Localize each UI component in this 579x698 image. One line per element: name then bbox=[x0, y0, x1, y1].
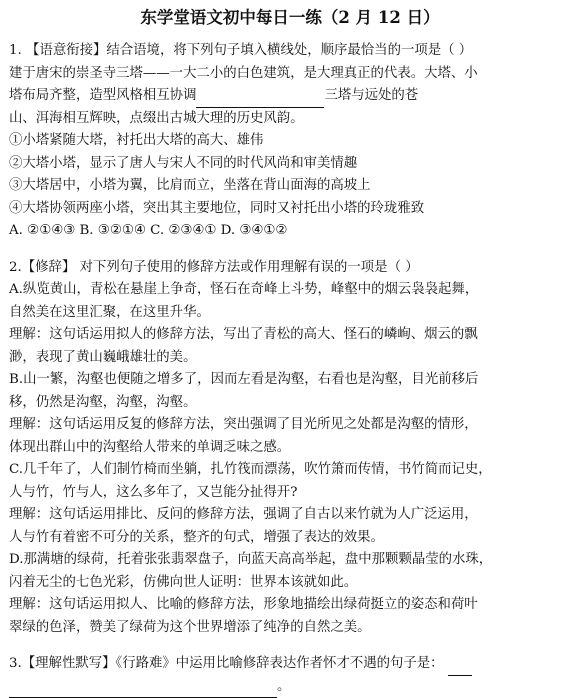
spacer bbox=[9, 639, 571, 653]
q2-explanation-c: 理解：这句话运用排比、反问的修辞方法，强调了自古以来竹就为人广泛运用， bbox=[9, 504, 571, 527]
q2-explanation-d: 翠绿的色泽，赞美了绿荷为这个世界增添了纯净的自然之美。 bbox=[9, 617, 571, 640]
page-title: 东学堂语文初中每日一练（2 月 12 日） bbox=[9, 6, 571, 30]
q2-option-c: C.几千年了，人们制竹椅而坐躺，扎竹筏而漂荡，吹竹箫而传情，书竹简而记史， bbox=[9, 459, 571, 482]
question-1 bbox=[9, 40, 571, 243]
q2-stem: 2.【修辞】 对下列句子使用的修辞方法或作用理解有误的一项是（ ） bbox=[9, 257, 571, 280]
q2-option-d: 闪着无尘的七色光彩，仿佛向世人证明：世界本该就如此。 bbox=[9, 572, 571, 595]
question-3 bbox=[9, 653, 571, 698]
q2-explanation-a: 理解：这句话运用拟人的修辞方法，写出了青松的高大、怪石的嶙峋、烟云的飘 bbox=[9, 324, 571, 347]
q1-stem: 1. 【语意衔接】结合语境，将下列句子填入横线处，顺序最恰当的一项是（ ） bbox=[9, 40, 571, 63]
q2-explanation-c: 人与竹有着密不可分的关系，整齐的句式，增强了表达的效果。 bbox=[9, 527, 571, 550]
q1-choices: A. ②①④③ B. ③②①④ C. ②③④① D. ③④①② bbox=[9, 220, 571, 243]
q1-option: ④大塔协领两座小塔，突出其主要地位，同时又衬托出小塔的玲珑雅致 bbox=[9, 198, 571, 221]
q1-passage-text: 三塔与远处的苍 bbox=[324, 88, 418, 103]
q1-passage-line: 建于唐宋的崇圣寺三塔——一大二小的白色建筑，是大理真正的代表。大塔、小 bbox=[9, 63, 571, 86]
q3-stem-line bbox=[9, 653, 571, 676]
q2-option-b: B.山一繁，沟壑也便随之增多了，因而左看是沟壑，右看也是沟壑，目光前移后 bbox=[9, 369, 571, 392]
q3-end-mark: 。 bbox=[277, 679, 290, 694]
q1-passage-line: 山、洱海相互辉映，点缀出古城大理的历史风韵。 bbox=[9, 108, 571, 131]
q1-passage-line bbox=[9, 85, 571, 108]
q2-explanation-d: 理解：这句话运用拟人、比喻的修辞方法，形象地描绘出绿荷挺立的姿态和荷叶 bbox=[9, 594, 571, 617]
answer-blank[interactable] bbox=[9, 681, 277, 698]
q3-stem: 3.【理解性默写】《行路难》中运用比喻修辞表达作者怀才不遇的句子是： bbox=[9, 656, 444, 671]
spacer bbox=[9, 243, 571, 257]
q3-answer-line bbox=[9, 676, 571, 698]
answer-blank[interactable] bbox=[448, 659, 472, 676]
q2-explanation-a: 渺，表现了黄山巍峨雄壮的美。 bbox=[9, 347, 571, 370]
q1-option: ②大塔小塔，显示了唐人与宋人不同的时代风尚和审美情趣 bbox=[9, 153, 571, 176]
q2-option-d: D.那满塘的绿荷，托着张张翡翠盘子，向蓝天高高举起，盘中那颗颗晶莹的水珠， bbox=[9, 549, 571, 572]
q1-option: ①小塔紧随大塔，衬托出大塔的高大、雄伟 bbox=[9, 130, 571, 153]
q1-option: ③大塔居中，小塔为翼，比肩而立，坐落在背山面海的高坡上 bbox=[9, 175, 571, 198]
question-2 bbox=[9, 257, 571, 640]
q2-option-a: 自然美在这里汇聚，在这里升华。 bbox=[9, 302, 571, 325]
q2-option-a: A.纵览黄山，青松在悬崖上争奇，怪石在奇峰上斗势，峰壑中的烟云袅袅起舞， bbox=[9, 279, 571, 302]
fill-blank[interactable] bbox=[196, 91, 324, 108]
q2-explanation-b: 体现出群山中的沟壑给人带来的单调乏味之感。 bbox=[9, 437, 571, 460]
q2-option-b: 移，仍然是沟壑，沟壑，沟壑。 bbox=[9, 392, 571, 415]
q2-explanation-b: 理解：这句话运用反复的修辞方法，突出强调了目光所见之处都是沟壑的情形， bbox=[9, 414, 571, 437]
q1-passage-text: 塔布局齐整，造型风格相互协调 bbox=[9, 88, 196, 103]
q2-option-c: 人与竹，竹与人，这么多年了，又岂能分扯得开? bbox=[9, 482, 571, 505]
